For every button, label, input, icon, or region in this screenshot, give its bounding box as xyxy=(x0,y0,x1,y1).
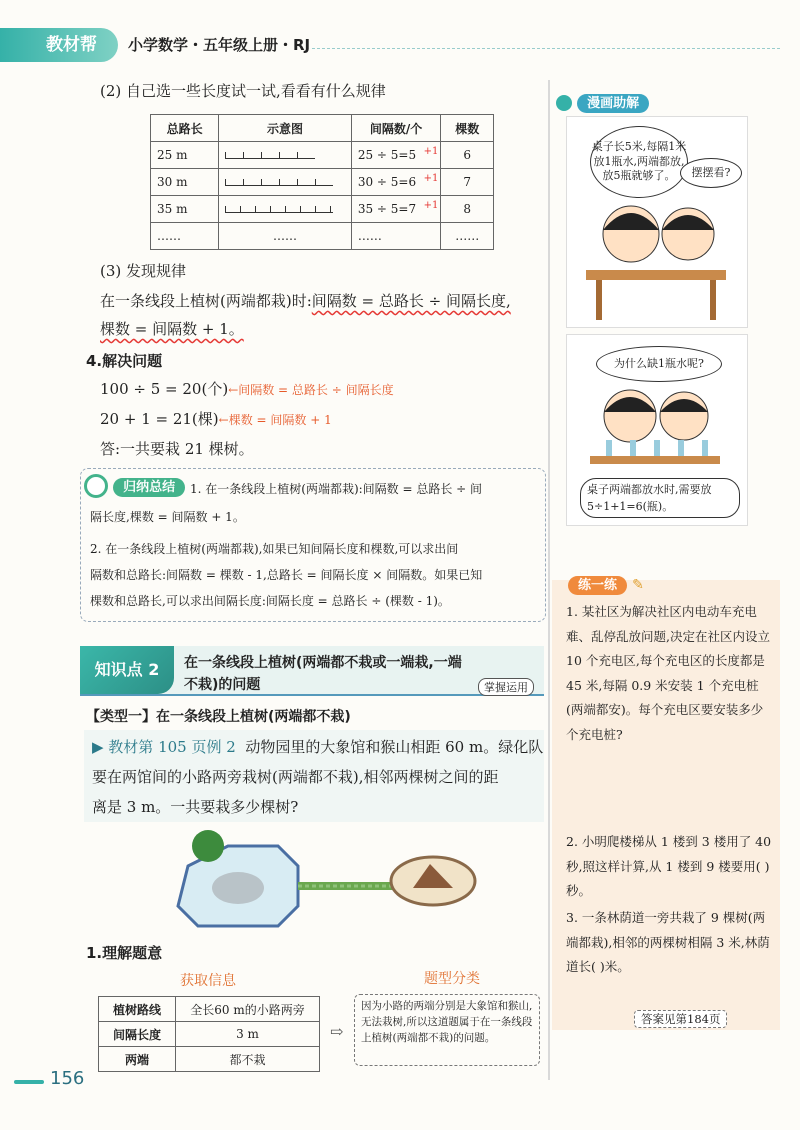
practice-q1: 1. 某社区为解决社区内电动车充电难、乱停乱放问题,决定在社区内设立 10 个充电区,每个充电区的长度都是 45 米,每隔 0.9 米安装 1 个充电桩(两端都安)。每个充电区要安装多少个充电桩? xyxy=(566,604,770,742)
table-cell: 25 ÷ 5=5 xyxy=(357,148,417,162)
table-row xyxy=(151,169,494,196)
table-row xyxy=(151,223,494,250)
table-cell: 都不栽 xyxy=(176,1047,320,1072)
rule-line-2 xyxy=(100,318,244,339)
table-cell: 两端 xyxy=(99,1047,176,1072)
part3-title: (3) 发现规律 xyxy=(100,262,187,280)
knowledge-tag: 知识点 2 xyxy=(80,646,174,694)
table-header: 棵数 xyxy=(441,115,494,142)
table-row xyxy=(99,997,320,1022)
type1-title: 【类型一】在一条线段上植树(两端都不栽) xyxy=(86,709,351,725)
question-line-3: 离是 3 m。一共要栽多少棵树? xyxy=(92,798,299,816)
plus-note: +1 xyxy=(423,200,439,211)
comic-title: 漫画助解 xyxy=(577,94,649,113)
table-row xyxy=(151,142,494,169)
summary-p2: 2. 在一条线段上植树(两端都栽),如果已知间隔长度和棵数,可以求出间 xyxy=(90,542,459,556)
equation-1 xyxy=(100,378,394,399)
knowledge-title-2: 不栽)的问题 xyxy=(184,677,261,693)
kids-at-table xyxy=(576,196,736,322)
rule-count: 棵数 = 间隔数 + 1。 xyxy=(100,320,244,338)
answer-ref[interactable]: 答案见第184页 xyxy=(634,1010,727,1028)
question-line-1 xyxy=(92,736,543,757)
level-badge: 掌握运用 xyxy=(478,678,534,696)
arrow-right-icon: ⇨ xyxy=(330,1022,344,1041)
ruler-diagram xyxy=(219,169,352,196)
question-text-1: 动物园里的大象馆和猴山相距 60 m。绿化队 xyxy=(245,738,544,756)
header-divider xyxy=(312,48,780,49)
summary-p2b: 隔数和总路长:间隔数 = 棵数 - 1,总路长 = 间隔长度 × 间隔数。如果已知 xyxy=(90,568,483,582)
rule-prefix: 在一条线段上植树(两端都栽)时: xyxy=(100,292,312,310)
solve-title: 4.解决问题 xyxy=(86,352,163,370)
pencil-icon: ✎ xyxy=(632,577,644,593)
kids-with-bottles xyxy=(580,384,730,474)
classification-box: 因为小路的两端分别是大象馆和猴山,无法栽树,所以这道题属于在一条线段上植树(两端都不栽)的问题。 xyxy=(354,994,540,1066)
table-cell: …… xyxy=(351,223,441,250)
table-cell: …… xyxy=(151,223,219,250)
speech-bubble: 桌子长5米,每隔1米放1瓶水,两端都放,放5瓶就够了。 xyxy=(590,126,688,198)
speech-bubble: 为什么缺1瓶水呢? xyxy=(596,346,722,382)
knowledge-title-1: 在一条线段上植树(两端都不栽或一端栽,一端 xyxy=(184,655,462,671)
summary-p1b: 隔长度,棵数 = 间隔数 + 1。 xyxy=(90,510,245,524)
info-label: 获取信息 xyxy=(180,973,236,989)
practice-q3: 3. 一条林荫道一旁共栽了 9 棵树(两端都栽),相邻的两棵树相隔 3 米,林荫道长( )米。 xyxy=(566,910,770,974)
table-cell: 间隔长度 xyxy=(99,1022,176,1047)
header-title: 小学数学・五年级上册・RJ xyxy=(128,36,311,54)
table-row xyxy=(151,196,494,223)
table-header: 示意图 xyxy=(219,115,352,142)
comic-caption: 桌子两端都放水时,需要放5÷1+1=6(瓶)。 xyxy=(580,478,740,518)
equation-1-text: 100 ÷ 5 = 20(个) xyxy=(100,380,229,398)
equation-2-note: ←棵数 = 间隔数 + 1 xyxy=(218,413,332,427)
summary-p1: 1. 在一条线段上植树(两端都栽):间隔数 = 总路长 ÷ 间 xyxy=(190,482,483,496)
practice-badge xyxy=(568,574,644,593)
table-cell: 3 m xyxy=(176,1022,320,1047)
table-cell: 30 ÷ 5=6 xyxy=(357,175,417,189)
equation-2-text: 20 + 1 = 21(棵) xyxy=(100,410,219,428)
plus-note: +1 xyxy=(423,173,439,184)
column-divider xyxy=(548,80,550,1080)
table-row xyxy=(99,1022,320,1047)
page-number: 156 xyxy=(50,1068,85,1089)
rule-line-1 xyxy=(100,290,511,311)
equation-2 xyxy=(100,408,332,429)
table-cell: 6 xyxy=(441,142,494,169)
table-cell: …… xyxy=(219,223,352,250)
ruler-diagram xyxy=(219,196,352,223)
type-label: 题型分类 xyxy=(424,971,480,987)
comic-badge xyxy=(556,92,649,111)
table-cell: 35 m xyxy=(151,196,219,223)
table-cell: 植树路线 xyxy=(99,997,176,1022)
understand-title: 1.理解题意 xyxy=(86,944,163,962)
zoo-illustration xyxy=(168,826,488,932)
summary-badge xyxy=(84,474,185,498)
summary-badge-label: 归纳总结 xyxy=(113,478,185,497)
hand-icon xyxy=(556,95,572,111)
table-cell: 7 xyxy=(441,169,494,196)
speech-bubble: 摆摆看? xyxy=(680,158,742,188)
table-header: 间隔数/个 xyxy=(351,115,441,142)
table-cell: 35 ÷ 5=7 xyxy=(357,202,417,216)
table-cell: 25 m xyxy=(151,142,219,169)
rule-interval: 间隔数 = 总路长 ÷ 间隔长度, xyxy=(311,292,511,310)
table-cell: 8 xyxy=(441,196,494,223)
plus-note: +1 xyxy=(423,146,439,157)
summary-p2c: 棵数和总路长,可以求出间隔长度:间隔长度 = 总路长 ÷ (棵数 - 1)。 xyxy=(90,594,450,608)
textbook-ref: ▶ 教材第 105 页例 2 xyxy=(92,738,236,756)
info-table xyxy=(98,996,320,1072)
table-cell: 全长60 m的小路两旁 xyxy=(176,997,320,1022)
table-cell: …… xyxy=(441,223,494,250)
practice-title: 练一练 xyxy=(568,576,627,595)
answer-text: 答:一共要栽 21 棵树。 xyxy=(100,440,254,458)
table-cell: 30 m xyxy=(151,169,219,196)
ruler-diagram xyxy=(219,142,352,169)
equation-1-note: ←间隔数 = 总路长 ÷ 间隔长度 xyxy=(228,383,394,397)
target-icon xyxy=(84,474,108,498)
table-header: 总路长 xyxy=(151,115,219,142)
question-line-2: 要在两馆间的小路两旁栽树(两端都不栽),相邻两棵树之间的距 xyxy=(92,768,499,786)
table-row xyxy=(99,1047,320,1072)
interval-table xyxy=(150,114,494,250)
part2-text: (2) 自己选一些长度试一试,看看有什么规律 xyxy=(100,82,386,100)
practice-q2: 2. 小明爬楼梯从 1 楼到 3 楼用了 40 秒,照这样计算,从 1 楼到 9 楼要用( )秒。 xyxy=(566,834,772,898)
page-marker xyxy=(14,1080,44,1084)
header-tab: 教材帮 xyxy=(0,28,118,62)
